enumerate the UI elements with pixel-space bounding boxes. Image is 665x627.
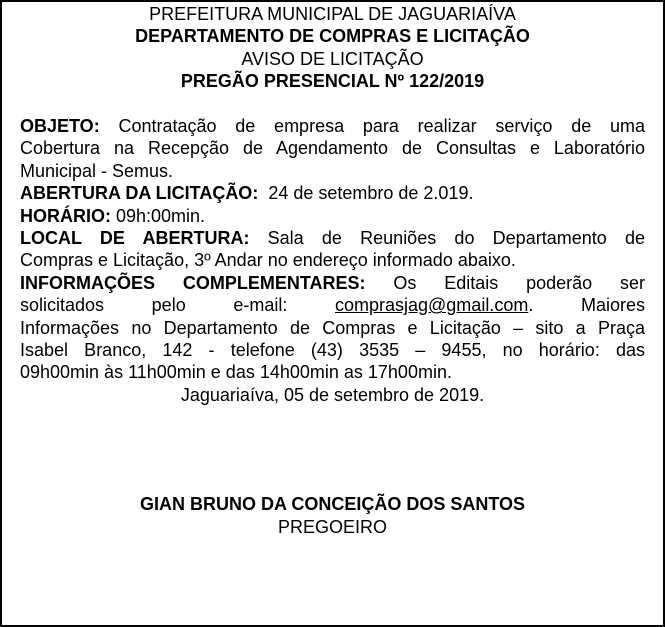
info-email-post-text: . Maiores [528, 295, 645, 316]
horario-label: HORÁRIO: [20, 205, 111, 226]
date-place-line: Jaguariaíva, 05 de setembro de 2019. [180, 384, 485, 405]
abertura-label: ABERTURA DA LICITAÇÃO: [20, 183, 259, 204]
objeto-line-1 [20, 115, 645, 137]
document-header [20, 3, 645, 93]
header-entity-name: PREFEITURA MUNICIPAL DE JAGUARIAÍVA [149, 4, 516, 24]
info-line-3: Informações no Departamento de Compras e Licitação – sito a Praça [20, 317, 645, 338]
objeto-line-2: Cobertura na Recepção de Agendamento de Consultas e Laboratório [20, 138, 645, 159]
local-line-2: Compras e Licitação, 3º Andar no endereço informado abaixo. [20, 250, 516, 271]
email-link[interactable]: comprasjag@gmail.com [334, 295, 529, 316]
info-line-2 [20, 294, 645, 316]
objeto-text: Contratação de empresa para realizar serviço de uma [99, 116, 645, 137]
header-notice-type: AVISO DE LICITAÇÃO [241, 48, 424, 69]
objeto-label: OBJETO: [20, 116, 100, 137]
info-line-1 [20, 272, 645, 294]
spacer [20, 93, 645, 115]
info-text: Os Editais poderão ser [365, 272, 645, 293]
local-line-1 [20, 227, 645, 249]
header-department: DEPARTAMENTO DE COMPRAS E LICITAÇÃO [135, 26, 530, 47]
header-pregao-number: PREGÃO PRESENCIAL Nº 122/2019 [180, 71, 485, 92]
signature-role: PREGOEIRO [277, 516, 388, 537]
document-body [20, 115, 645, 406]
horario-line [20, 205, 645, 227]
abertura-line [20, 182, 645, 204]
local-text: Sala de Reuniões do Departamento de [249, 228, 645, 249]
signature-name: GIAN BRUNO DA CONCEIÇÃO DOS SANTOS [139, 494, 526, 515]
abertura-date: 24 de setembro de 2.019. [258, 183, 474, 204]
signature-block [20, 493, 645, 538]
info-email-pre-text: solicitados pelo e-mail: [20, 295, 335, 316]
horario-value: 09h:00min. [111, 205, 206, 226]
info-label: INFORMAÇÕES COMPLEMENTARES: [20, 272, 366, 293]
local-label: LOCAL DE ABERTURA: [20, 228, 250, 249]
info-line-4: Isabel Branco, 142 - telefone (43) 3535 – 9455, no horário: das [20, 340, 645, 361]
objeto-line-3: Municipal - Semus. [20, 160, 174, 181]
info-line-5: 09h00min às 11h00min e das 14h00min as 17h00min. [20, 362, 452, 383]
